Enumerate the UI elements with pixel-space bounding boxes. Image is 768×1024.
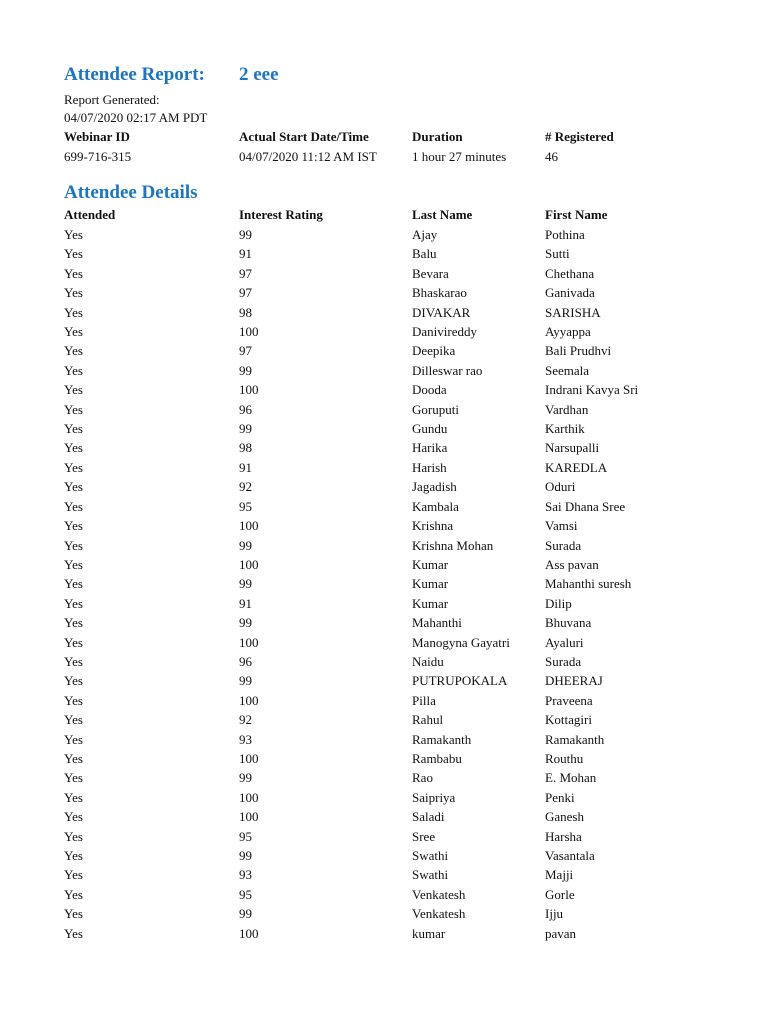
attended-cell: Yes [64,556,83,572]
table-row [64,557,744,576]
interest-rating-cell: 99 [239,615,252,631]
interest-rating-cell: 97 [239,343,252,359]
attended-cell: Yes [64,304,83,320]
attended-cell: Yes [64,731,83,747]
first-name-cell: Bali Prudhvi [545,343,612,359]
webinar-meta-values [64,149,744,167]
report-generated-value: 04/07/2020 02:17 AM PDT [64,110,208,125]
table-row [64,266,744,285]
table-row [64,285,744,304]
attended-cell: Yes [64,770,83,786]
attended-cell: Yes [64,595,83,611]
attended-cell: Yes [64,906,83,922]
table-row [64,790,744,809]
table-row [64,402,744,421]
interest-rating-cell: 100 [239,809,259,825]
table-row [64,887,744,906]
last-name-cell: Rahul [412,712,444,728]
first-name-cell: Bhuvana [545,615,592,631]
attendee-table-header [64,207,744,225]
table-row [64,867,744,886]
interest-rating-cell: 100 [239,692,259,708]
last-name-cell: Kumar [412,595,449,611]
last-name-cell: Saipriya [412,789,456,805]
last-name-cell: Venkatesh [412,886,466,902]
table-row [64,751,744,770]
attended-cell: Yes [64,498,83,514]
interest-rating-cell: 100 [239,382,259,398]
last-name-cell: Kumar [412,556,449,572]
interest-rating-cell: 97 [239,265,252,281]
last-name-cell: Rao [412,770,433,786]
attended-cell: Yes [64,362,83,378]
table-row [64,809,744,828]
interest-rating-cell: 100 [239,556,259,572]
interest-rating-cell: 99 [239,421,252,437]
interest-rating-cell: 91 [239,595,252,611]
attended-cell: Yes [64,227,83,242]
interest-rating-cell: 98 [239,440,252,456]
interest-rating-cell: 99 [239,673,252,689]
last-name-cell: Saladi [412,809,445,825]
table-row [64,906,744,925]
table-row [64,479,744,498]
last-name-cell: Swathi [412,848,449,863]
first-name-cell: Ass pavan [545,556,599,572]
interest-rating-cell: 100 [239,634,259,650]
last-name-cell: PUTRUPOKALA [412,673,508,689]
table-row [64,693,744,712]
attended-cell: Yes [64,382,83,398]
interest-rating-cell: 99 [239,576,252,592]
first-name-cell: Dilip [545,595,572,611]
duration-value: 1 hour 27 minutes [412,149,507,164]
table-row [64,518,744,537]
first-name-cell: DHEERAJ [545,673,603,689]
last-name-cell: Bhaskarao [412,285,467,301]
first-name-cell: Mahanthi suresh [545,576,632,592]
last-name-cell: DIVAKAR [412,304,471,320]
first-name-cell: Ganivada [545,285,595,301]
interest-rating-cell: 99 [239,770,252,786]
last-name-cell: kumar [412,925,446,941]
last-name-cell: Balu [412,246,437,262]
attended-cell: Yes [64,712,83,728]
table-row [64,829,744,848]
attended-cell: Yes [64,537,83,553]
interest-rating-cell: 100 [239,324,259,340]
start-time-header: Actual Start Date/Time [239,129,369,144]
attended-cell: Yes [64,925,83,941]
last-name-cell: Bevara [412,265,449,281]
interest-rating-cell: 92 [239,712,252,728]
table-row [64,440,744,459]
attended-cell: Yes [64,518,83,534]
interest-rating-cell: 91 [239,246,252,262]
attended-cell: Yes [64,421,83,437]
last-name-cell: Naidu [412,653,444,669]
interest-rating-cell: 95 [239,886,252,902]
table-row [64,732,744,751]
last-name-cell: Jagadish [412,479,457,495]
webinar-id-value: 699-716-315 [64,149,132,164]
attended-cell: Yes [64,343,83,359]
table-row [64,227,744,246]
first-name-cell: Surada [545,653,582,669]
last-name-cell: Pilla [412,692,436,708]
table-row [64,596,744,615]
first-name-cell: Sutti [545,246,570,262]
first-name-cell: Oduri [545,479,576,495]
table-row [64,324,744,343]
attendee-table-body [64,227,744,945]
interest-rating-cell: 99 [239,227,252,242]
first-name-cell: Majji [545,867,574,883]
attended-cell: Yes [64,246,83,262]
first-name-cell: Harsha [545,828,582,844]
first-name-cell: Penki [545,789,575,805]
interest-rating-cell: 92 [239,479,252,495]
table-row [64,848,744,867]
first-name-cell: KAREDLA [545,459,608,475]
interest-rating-cell: 100 [239,518,259,534]
first-name-cell: Chethana [545,265,595,281]
last-name-cell: Krishna Mohan [412,537,494,553]
attended-cell: Yes [64,867,83,883]
attended-cell: Yes [64,886,83,902]
attended-cell: Yes [64,265,83,281]
first-name-cell: Ayyappa [545,324,591,340]
first-name-cell: Karthik [545,421,585,437]
attended-cell: Yes [64,479,83,495]
last-name-cell: Sree [412,828,436,844]
last-name-cell: Ajay [412,227,438,242]
attended-cell: Yes [64,576,83,592]
table-row [64,246,744,265]
registered-header: # Registered [545,129,614,144]
last-name-cell: Gundu [412,421,448,437]
table-row [64,654,744,673]
interest-rating-cell: 96 [239,401,252,417]
interest-rating-cell: 91 [239,459,252,475]
last-name-cell: Kumar [412,576,449,592]
last-name-cell: Mahanthi [412,615,462,631]
registered-value: 46 [545,149,558,164]
first-name-cell: Surada [545,537,582,553]
first-name-cell: Ganesh [545,809,584,825]
attended-cell: Yes [64,653,83,669]
attended-cell: Yes [64,789,83,805]
last-name-cell: Swathi [412,867,449,883]
last-name-cell: Manogyna Gayatri [412,634,510,650]
interest-rating-cell: 96 [239,653,252,669]
first-name-header: First Name [545,207,608,222]
last-name-cell: Venkatesh [412,906,466,922]
table-row [64,926,744,945]
first-name-cell: pavan [545,925,577,941]
last-name-cell: Harish [412,459,447,475]
interest-rating-cell: 95 [239,498,252,514]
last-name-cell: Krishna [412,518,454,534]
attended-cell: Yes [64,285,83,301]
attended-cell: Yes [64,673,83,689]
last-name-cell: Danivireddy [412,324,477,340]
first-name-cell: Ayaluri [545,634,584,650]
report-title-label: Attendee Report: [64,64,205,85]
last-name-cell: Rambabu [412,750,462,766]
last-name-cell: Goruputi [412,401,459,417]
first-name-cell: E. Mohan [545,770,597,786]
attendee-details-title: Attendee Details [64,182,198,203]
first-name-cell: Ijju [545,906,564,922]
attended-cell: Yes [64,401,83,417]
interest-rating-cell: 98 [239,304,252,320]
table-row [64,770,744,789]
first-name-cell: Sai Dhana Sree [545,498,626,514]
first-name-cell: Ramakanth [545,731,605,747]
last-name-cell: Dooda [412,382,447,398]
attended-cell: Yes [64,459,83,475]
attended-cell: Yes [64,750,83,766]
report-generated-label: Report Generated: [64,92,160,107]
interest-rating-cell: 100 [239,789,259,805]
table-row [64,576,744,595]
first-name-cell: Narsupalli [545,440,600,456]
start-time-value: 04/07/2020 11:12 AM IST [239,149,377,164]
interest-rating-cell: 99 [239,906,252,922]
interest-rating-cell: 100 [239,925,259,941]
first-name-cell: SARISHA [545,304,601,320]
last-name-cell: Kambala [412,498,459,514]
attended-cell: Yes [64,634,83,650]
table-row [64,615,744,634]
attended-cell: Yes [64,828,83,844]
table-row [64,712,744,731]
report-title-value: 2 eee [239,64,279,85]
first-name-cell: Kottagiri [545,712,592,728]
interest-rating-header: Interest Rating [239,207,323,222]
first-name-cell: Vardhan [545,401,589,417]
webinar-id-header: Webinar ID [64,129,130,144]
first-name-cell: Vasantala [545,848,595,863]
table-row [64,382,744,401]
table-row [64,499,744,518]
last-name-cell: Dilleswar rao [412,362,483,378]
attended-cell: Yes [64,692,83,708]
first-name-cell: Praveena [545,692,593,708]
duration-header: Duration [412,129,463,144]
interest-rating-cell: 97 [239,285,252,301]
attended-cell: Yes [64,440,83,456]
interest-rating-cell: 99 [239,537,252,553]
first-name-cell: Routhu [545,750,584,766]
last-name-cell: Deepika [412,343,456,359]
table-row [64,363,744,382]
first-name-cell: Indrani Kavya Sri [545,382,639,398]
first-name-cell: Vamsi [545,518,578,534]
last-name-header: Last Name [412,207,473,222]
attended-cell: Yes [64,615,83,631]
interest-rating-cell: 99 [239,362,252,378]
table-row [64,305,744,324]
table-row [64,460,744,479]
last-name-cell: Harika [412,440,448,456]
webinar-meta-headers [64,129,744,147]
table-row [64,343,744,362]
first-name-cell: Pothina [545,227,585,242]
interest-rating-cell: 95 [239,828,252,844]
interest-rating-cell: 99 [239,848,252,863]
attended-cell: Yes [64,324,83,340]
attended-header: Attended [64,207,116,222]
interest-rating-cell: 93 [239,731,252,747]
interest-rating-cell: 100 [239,750,259,766]
first-name-cell: Gorle [545,886,575,902]
report-title-row [64,64,744,90]
table-row [64,635,744,654]
interest-rating-cell: 93 [239,867,252,883]
last-name-cell: Ramakanth [412,731,472,747]
first-name-cell: Seemala [545,362,590,378]
table-row [64,538,744,557]
table-row [64,421,744,440]
table-row [64,673,744,692]
attended-cell: Yes [64,848,83,863]
attended-cell: Yes [64,809,83,825]
